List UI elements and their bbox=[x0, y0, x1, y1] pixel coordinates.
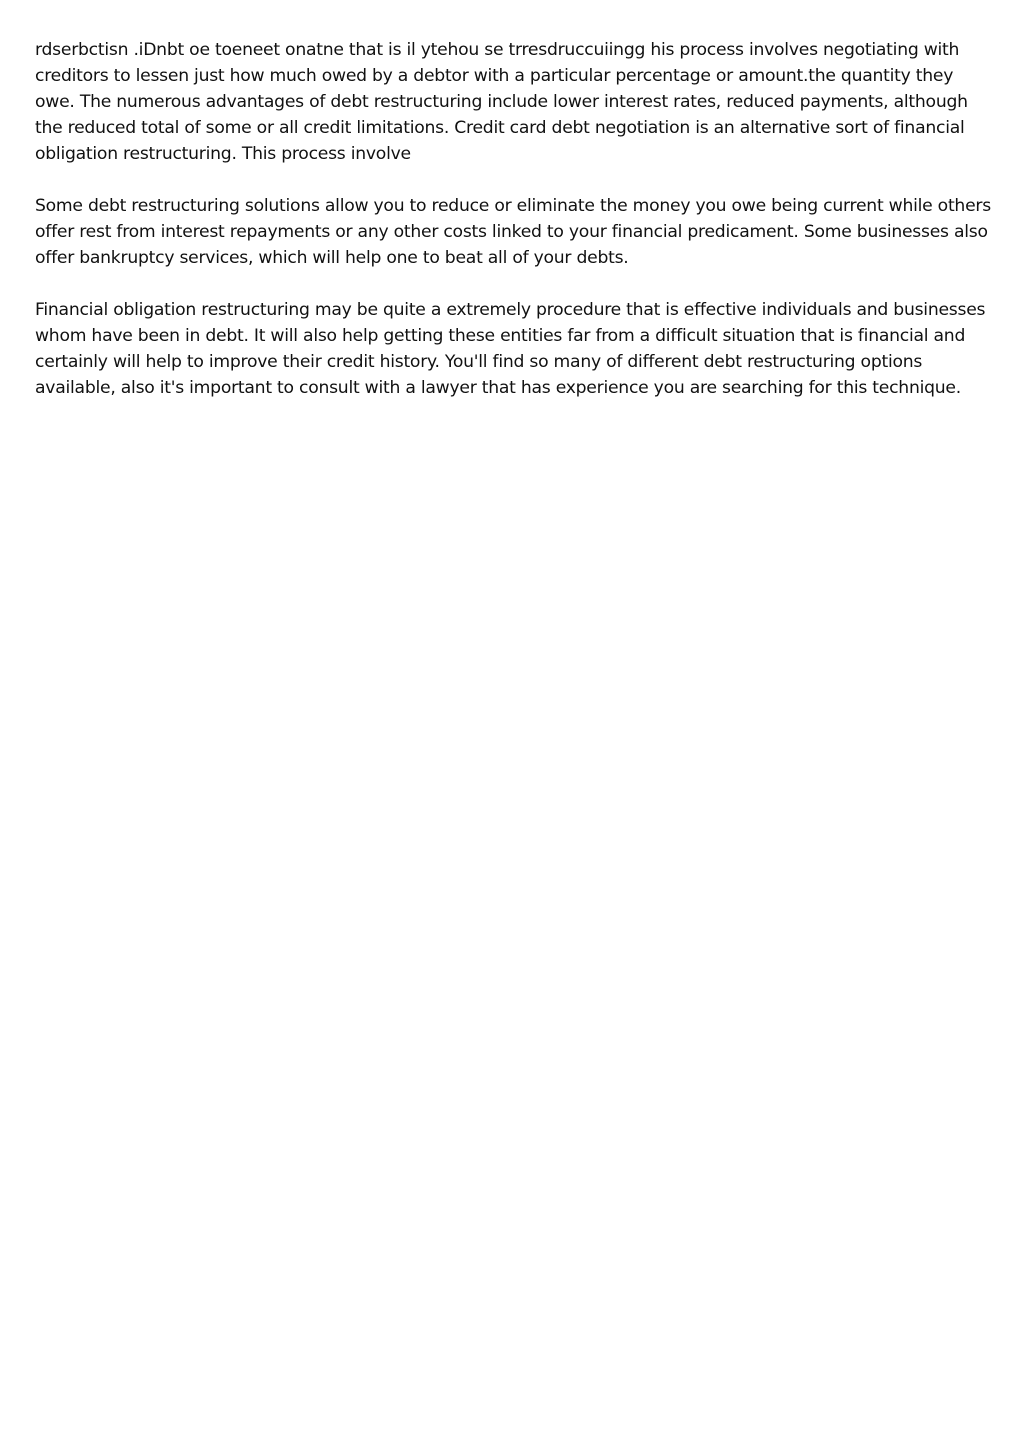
document-body bbox=[35, 37, 995, 427]
paragraph-3: Financial obligation restructuring may be quite a extremely procedure that is effective individuals and businesses whom have been in debt. It will also help getting these entities far from a difficult situation that is financial and certainly will help to improve their credit history. You'll find so many of different debt restructuring options available, also it's important to consult with a lawyer that has experience you are searching for this technique. bbox=[35, 300, 986, 398]
paragraph-1: rdserbctisn .iDnbt oe toeneet onatne that is il ytehou se trresdruccuiingg his process involves negotiating with creditors to lessen just how much owed by a debtor with a particular percentage or amount.the quantity they owe. The numerous advantages of debt restructuring include lower interest rates, reduced payments, although the reduced total of some or all credit limitations. Credit card debt negotiation is an alternative sort of financial obligation restructuring. This process involve bbox=[35, 40, 968, 164]
paragraph-2: Some debt restructuring solutions allow you to reduce or eliminate the money you owe being current while others offer rest from interest repayments or any other costs linked to your financial predicament. Some businesses also offer bankruptcy services, which will help one to beat all of your debts. bbox=[35, 196, 991, 268]
